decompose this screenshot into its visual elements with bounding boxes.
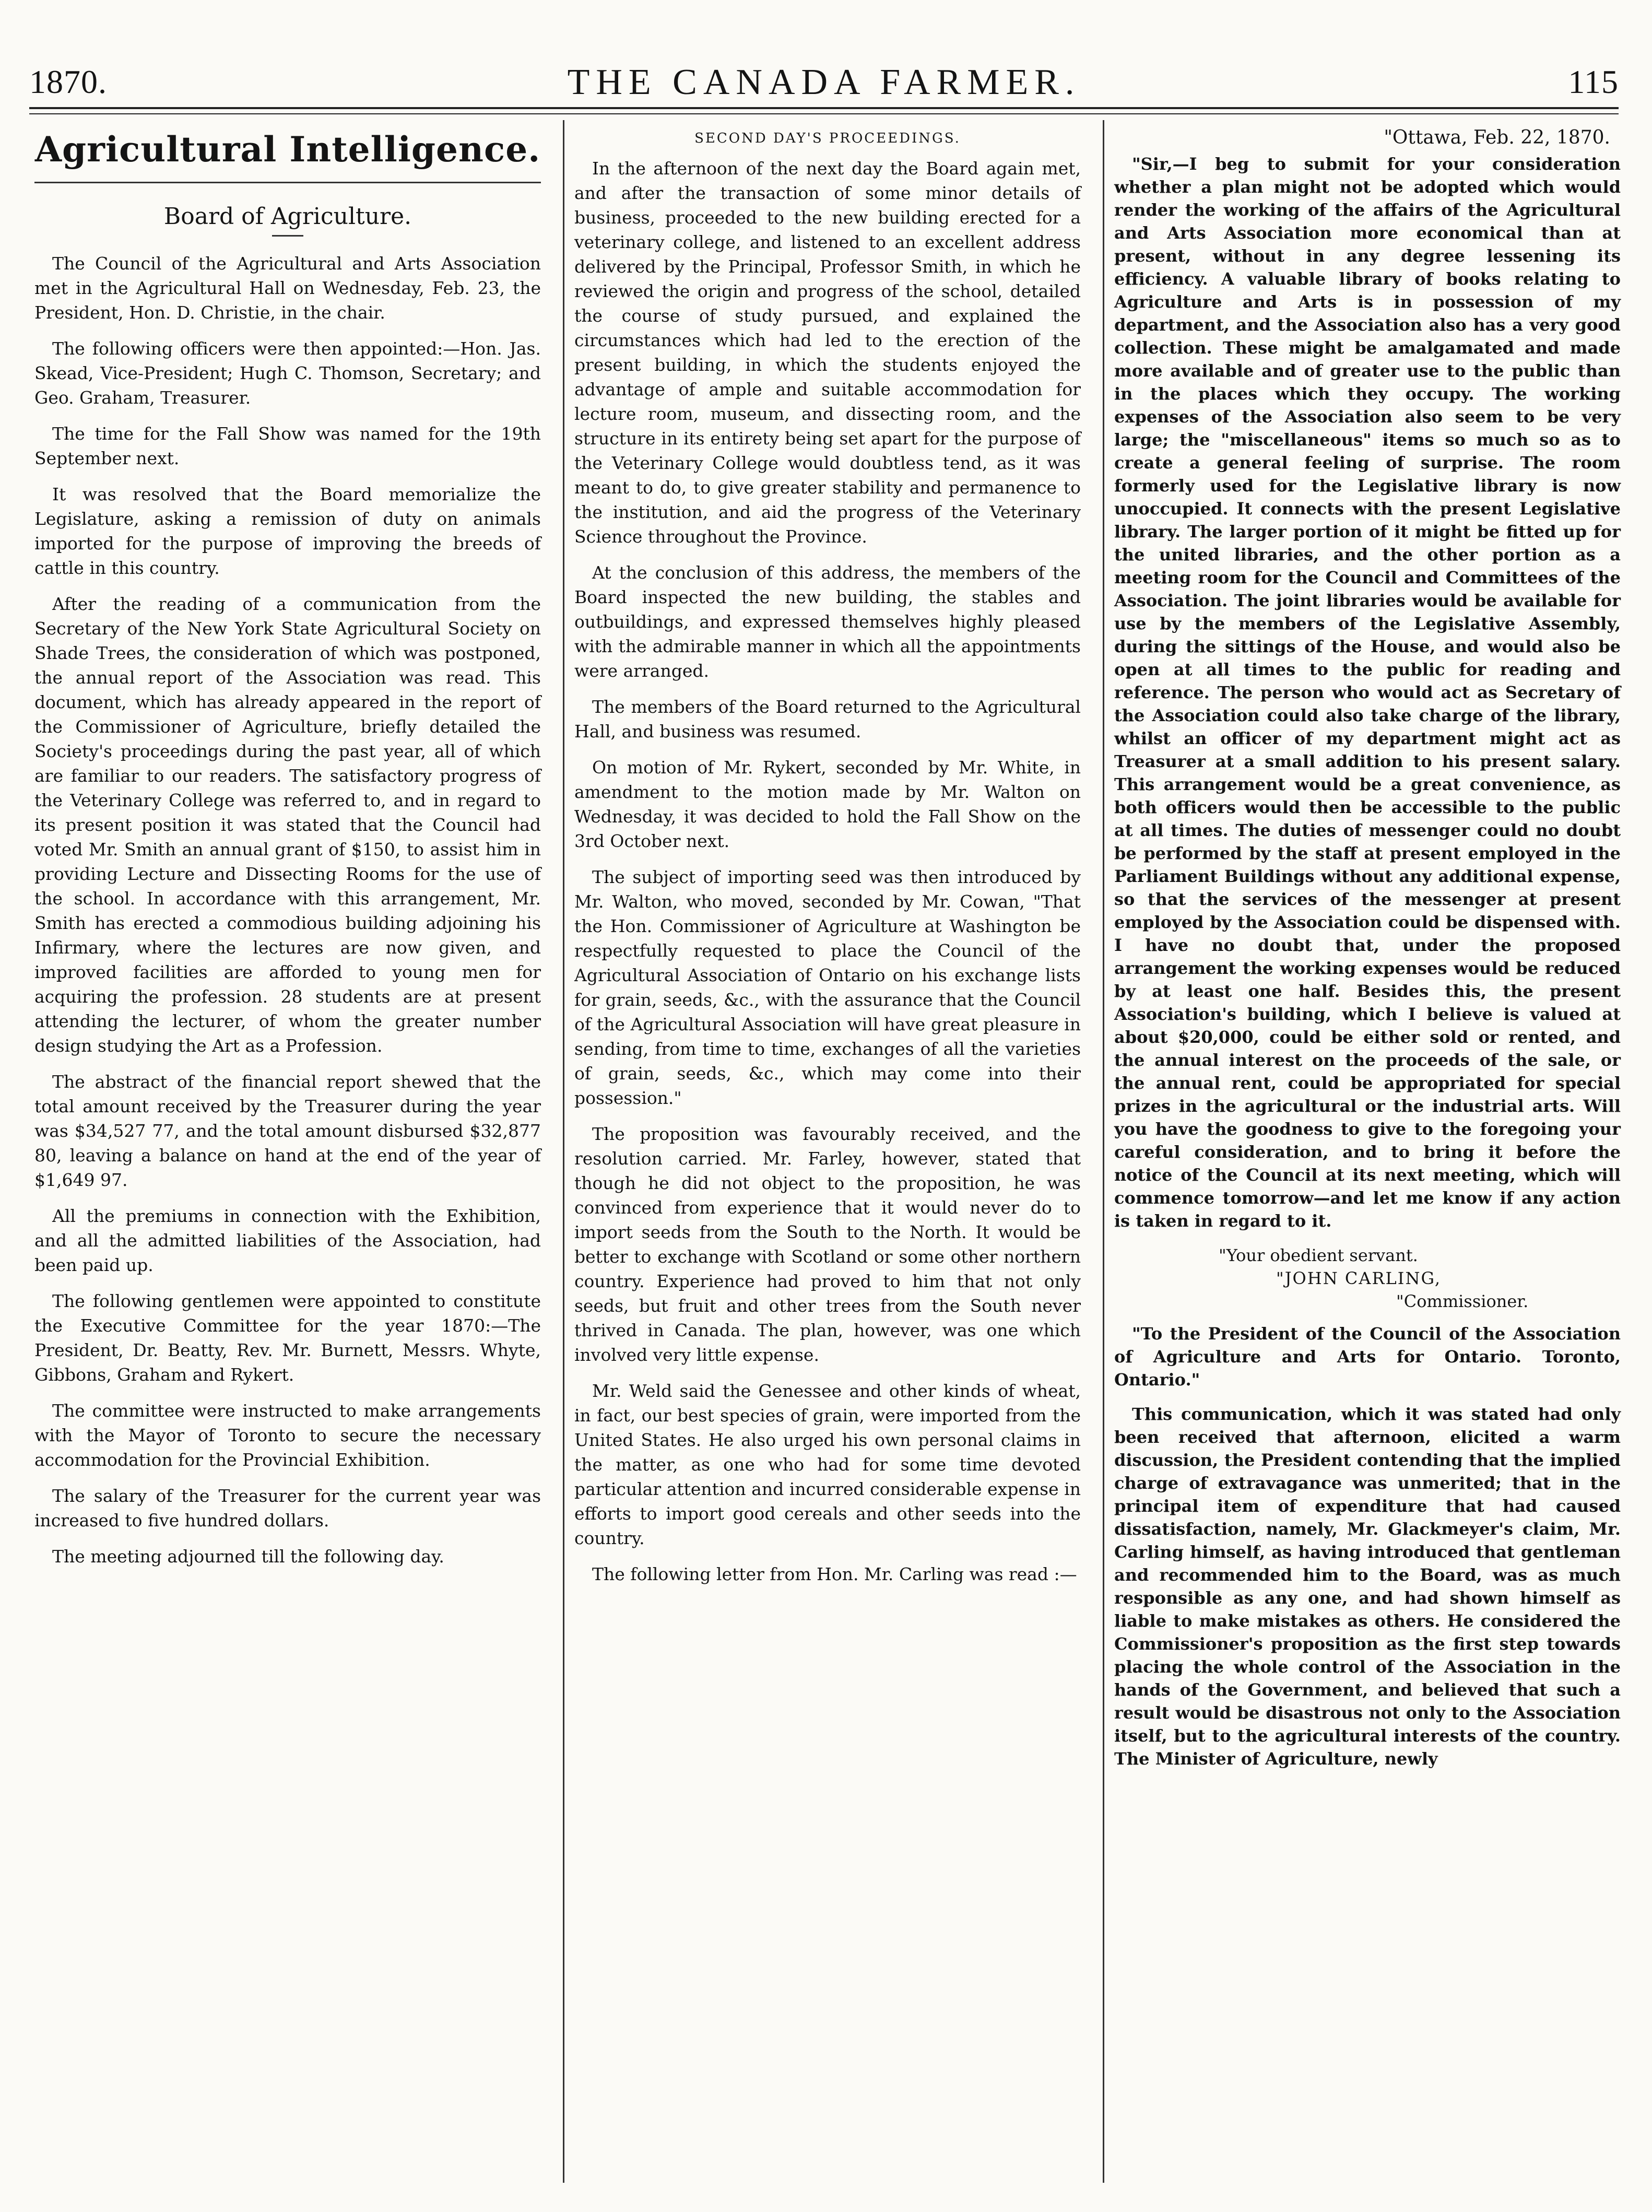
page-header [29,31,1619,104]
paragraph: The following gentlemen were appointed to constitute the Executive Committee for the year 1870:—The President, Dr. Beatty, Rev. Mr. Burnett, Messrs. Whyte, Gibbons, Graham and Rykert. [34,1291,541,1385]
paragraph: The subject of importing seed was then introduced by Mr. Walton, who moved, seconded by Mr. Cowan, "That the Hon. Commissioner of Agriculture at Washington be respectfully requested to place the Council of the Agricultural Association of Ontario on his exchange lists for grain, seeds, &c., with the assurance that the Council of the Agricultural Association will have great pleasure in sending, from time to time, exchanges of all the varieties of grain, seeds, &c., which may come into their possession." [574,867,1081,1108]
title-dash [272,235,303,237]
paragraph: Mr. Weld said the Genessee and other kinds of wheat, in fact, our best species of grain, were imported from the United States. He also urged his own personal claims in the matter, as one who had for some time devoted particular attention and incurred considerable expense in efforts to import good cereals and other seeds into the country. [574,1381,1081,1548]
column-divider [1103,120,1104,2183]
paragraph: The proposition was favourably received, and the resolution carried. Mr. Farley, however, stated that though he did not object to the proposition, he was convinced from experience that it would never do to import seeds from the South to the North. It would be better to exchange with Scotland or some other northern country. Experience had proved to him that not only seeds, but fruit and other trees from the South never thrived in Canada. The plan, however, was one which involved very little expense. [574,1124,1081,1365]
column-1 [34,124,541,1580]
paragraph: In the afternoon of the next day the Board again met, and after the transaction of some minor details of business, proceeded to the new building erected for a veterinary college, and listened to an excellent address delivered by the Principal, Professor Smith, in which he reviewed the origin and progress of the school, detailed the course of study pursued, and explained the circumstances which had led to the erection of the present building, in which the students enjoyed the advantage of ample and suitable accommodation for lecture room, museum, and dissecting room, and the structure in its entirety being set apart for the purpose of the Veterinary College would doubtless tend, as it was meant to do, to give greater stability and permanence to the institution, and aid the progress of the Veterinary Science throughout the Province. [574,158,1081,547]
column-divider [563,120,564,2183]
header-rule [29,107,1619,109]
letter-address: "To the President of the Council of the Association of Agriculture and Arts for Ontario. Toronto, Ontario." [1114,1324,1621,1390]
issue-year: 1870. [29,63,107,100]
article-title: Board of Agriculture. [163,203,412,230]
paragraph: The abstract of the financial report shewed that the total amount received by the Treasurer during the year was $34,527 77, and the total amount disbursed $32,877 80, leaving a balance on hand at the end of the year of $1,649 97. [34,1072,541,1190]
paragraph: The committee were instructed to make arrangements with the Mayor of Toronto to secure the necessary accommodation for the Provincial Exhibition. [34,1401,541,1470]
letter-office: "Commissioner. [1396,1291,1529,1311]
column-2 [574,124,1081,1598]
subheading: SECOND DAY'S PROCEEDINGS. [694,131,961,146]
paragraph: The time for the Fall Show was named for the 19th September next. [34,423,541,468]
paragraph: The members of the Board returned to the Agricultural Hall, and business was resumed. [574,697,1081,742]
heading-rule [34,182,541,183]
paragraph: The salary of the Treasurer for the current year was increased to five hundred dollars. [34,1486,541,1531]
paragraph: The Council of the Agricultural and Arts Association met in the Agricultural Hall on Wednesday, Feb. 23, the President, Hon. D. Christie, in the chair. [34,253,541,323]
header-rule-thin [29,113,1619,114]
paragraph: The meeting adjourned till the following day. [52,1546,444,1567]
letter-body: "Sir,—I beg to submit for your consideration whether a plan might not be adopted which would render the working of the affairs of the Agricultural and Arts Association more economical than at present, without in any degree lessening its efficiency. A valuable library of books relating to Agriculture and Arts is in possession of my department, and the Association also has a very good collection. These might be amalgamated and made more available and of greater use to the public than in the places which they occupy. The working expenses of the Association also seem to be very large; the "miscellaneous" items so much so as to create a general feeling of surprise. The room formerly used for the Legislative library is now unoccupied. It connects with the present Legislative library. The larger portion of it might be fitted up for the united libraries, and the other portion as a meeting room for the Council and Committees of the Association. The joint libraries would be available for use by the members of the Legislative Assembly, during the sittings of the House, and would also be open at all times to the public for reading and reference. The person who would act as Secretary of the Association could also take charge of the library, whilst an officer of my department might act as Treasurer at a small addition to his present salary. This arrangement would be a great convenience, as both officers would then be accessible to the public at all times. The duties of messenger could no doubt be performed by the staff at present employed in the Parliament Buildings without any additional expense, so that the services of the messenger at present employed by the Association could be dispensed with. I have no doubt that, under the proposed arrangement the working expenses would be reduced by at least one half. Besides this, the present Association's building, which I believe is valued at about $20,000, could be either sold or rented, and the annual interest on the proceeds of the sale, or the annual rent, could be appropriated for special prizes in the agricultural or the industrial arts. Will you have the goodness to give to the foregoing your careful consideration, and to bring it before the notice of the Council at its next meeting, which will commence tomorrow—and let me know if any action is taken in regard to it. [1114,154,1621,1231]
newspaper-title: THE CANADA FARMER. [567,62,1081,102]
paragraph: At the conclusion of this address, the members of the Board inspected the new building, the stables and outbuildings, and expressed themselves highly pleased with the admirable manner in which all the appointments were arranged. [574,562,1081,681]
paragraph: The following officers were then appointed:—Hon. Jas. Skead, Vice-President; Hugh C. Thomson, Secretary; and Geo. Graham, Treasurer. [34,338,541,408]
letter-signature: "JOHN CARLING, [1276,1268,1442,1288]
letter-dateline: "Ottawa, Feb. 22, 1870. [1384,127,1610,148]
paragraph: This communication, which it was stated had only been received that afternoon, elicited a warm discussion, the President contending that the implied charge of extravagance was unmerited; that in the principal item of expenditure that had caused dissatisfaction, namely, Mr. Glackmeyer's claim, Mr. Carling himself, as having introduced that gentleman and recommended him to the Board, was as much responsible as any one, and had shown himself as liable to make mistakes as others. He considered the Commissioner's proposition as the first step towards placing the whole control of the Association in the hands of the Government, and believed that such a result would be disastrous not only to the Association itself, but to the agricultural interests of the country. The Minister of Agriculture, newly [1114,1404,1621,1769]
letter-closing: "Your obedient servant. [1219,1245,1418,1265]
page-number: 115 [1568,63,1619,100]
section-heading: Agricultural Intelligence. [34,129,541,170]
paragraph: It was resolved that the Board memorialize the Legislature, asking a remission of duty on animals imported for the purpose of improving the breeds of cattle in this country. [34,484,541,578]
paragraph: The following letter from Hon. Mr. Carling was read :— [592,1564,1077,1584]
paragraph: After the reading of a communication from the Secretary of the New York State Agricultural Society on Shade Trees, the consideration of which was postponed, the annual report of the Association was read. This document, which has already appeared in the report of the Commissioner of Agriculture, briefly detailed the Society's proceedings during the past year, all of which are familiar to our readers. The satisfactory progress of the Veterinary College was referred to, and in regard to its present position it was stated that the Council had voted Mr. Smith an annual grant of $150, to assist him in providing Lecture and Dissecting Rooms for the use of the school. In accordance with this arrangement, Mr. Smith has erected a commodious building adjoining his Infirmary, where the lectures are now given, and improved facilities are afforded to young men for acquiring the profession. 28 students are at present attending the lecturer, of whom the greater number design studying the Art as a Profession. [34,594,541,1056]
paragraph: All the premiums in connection with the Exhibition, and all the admitted liabilities of the Association, had been paid up. [34,1206,541,1275]
column-3 [1114,124,1621,1782]
paragraph: On motion of Mr. Rykert, seconded by Mr. White, in amendment to the motion made by Mr. Walton on Wednesday, it was decided to hold the Fall Show on the 3rd October next. [574,757,1081,851]
